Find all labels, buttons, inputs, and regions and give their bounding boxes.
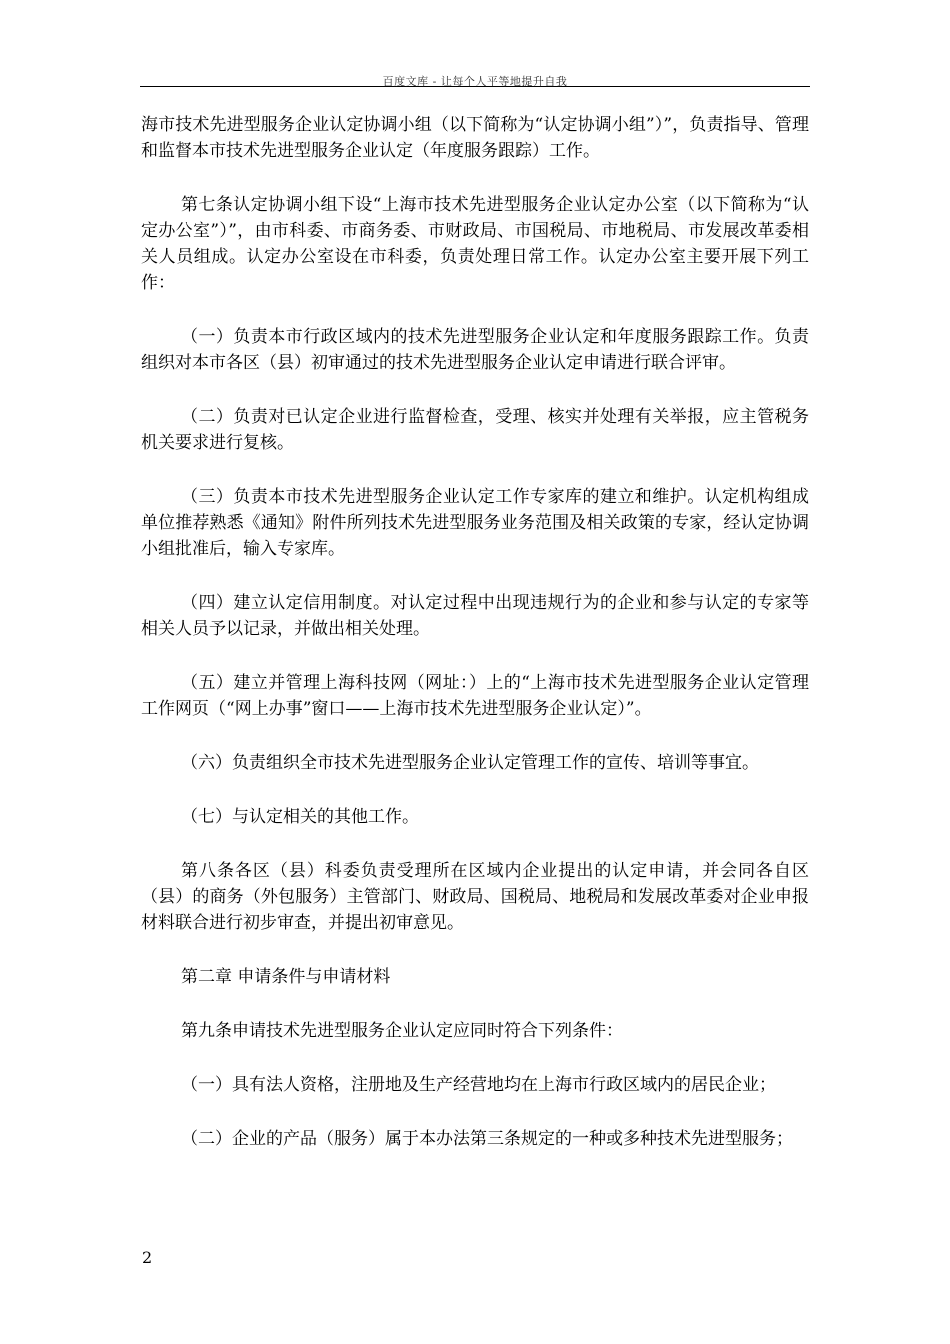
page-header [140,70,810,87]
item-2: （二）负责对已认定企业进行监督检查，受理、核实并处理有关举报，应主管税务机关要求进行复核。 [141,407,809,453]
page-number: 2 [142,1248,153,1267]
article-7: 第七条认定协调小组下设“上海市技术先进型服务企业认定办公室（以下简称为“认定办公室”）”，由市科委、市商务委、市财政局、市国税局、市地税局、市发展改革委相关人员组成。认定办公室设在市科委，负责处理日常工作。认定办公室主要开展下列工作： [141,195,809,293]
item-4: （四）建立认定信用制度。对认定过程中出现违规行为的企业和参与认定的专家等相关人员予以记录，并做出相关处理。 [141,593,809,639]
document-body [141,112,809,1152]
chapter-heading: 第二章 申请条件与申请材料 [181,967,391,987]
item-7: （七）与认定相关的其他工作。 [181,807,419,827]
item-1: （一）负责本市行政区域内的技术先进型服务企业认定和年度服务跟踪工作。负责组织对本市各区（县）初审通过的技术先进型服务企业认定申请进行联合评审。 [141,327,809,373]
article-9: 第九条申请技术先进型服务企业认定应同时符合下列条件： [181,1021,623,1041]
item-5: （五）建立并管理上海科技网（网址：）上的“上海市技术先进型服务企业认定管理工作网页（“网上办事”窗口——上海市技术先进型服务企业认定）”。 [141,673,809,719]
item-6: （六）负责组织全市技术先进型服务企业认定管理工作的宣传、培训等事宜。 [181,753,759,773]
paragraph-continuation: 海市技术先进型服务企业认定协调小组（以下简称为“认定协调小组”）”，负责指导、管理和监督本市技术先进型服务企业认定（年度服务跟踪）工作。 [141,115,809,161]
item-3: （三）负责本市技术先进型服务企业认定工作专家库的建立和维护。认定机构组成单位推荐熟悉《通知》附件所列技术先进型服务业务范围及相关政策的专家，经认定协调小组批准后，输入专家库。 [141,487,809,559]
condition-1: （一）具有法人资格，注册地及生产经营地均在上海市行政区域内的居民企业； [181,1075,776,1095]
header-text: 百度文库 - 让每个人平等地提升自我 [382,75,568,88]
condition-2: （二）企业的产品（服务）属于本办法第三条规定的一种或多种技术先进型服务； [181,1129,793,1149]
article-8: 第八条各区（县）科委负责受理所在区域内企业提出的认定申请，并会同各自区（县）的商务（外包服务）主管部门、财政局、国税局、地税局和发展改革委对企业申报材料联合进行初步审查，并提出初审意见。 [141,861,809,933]
